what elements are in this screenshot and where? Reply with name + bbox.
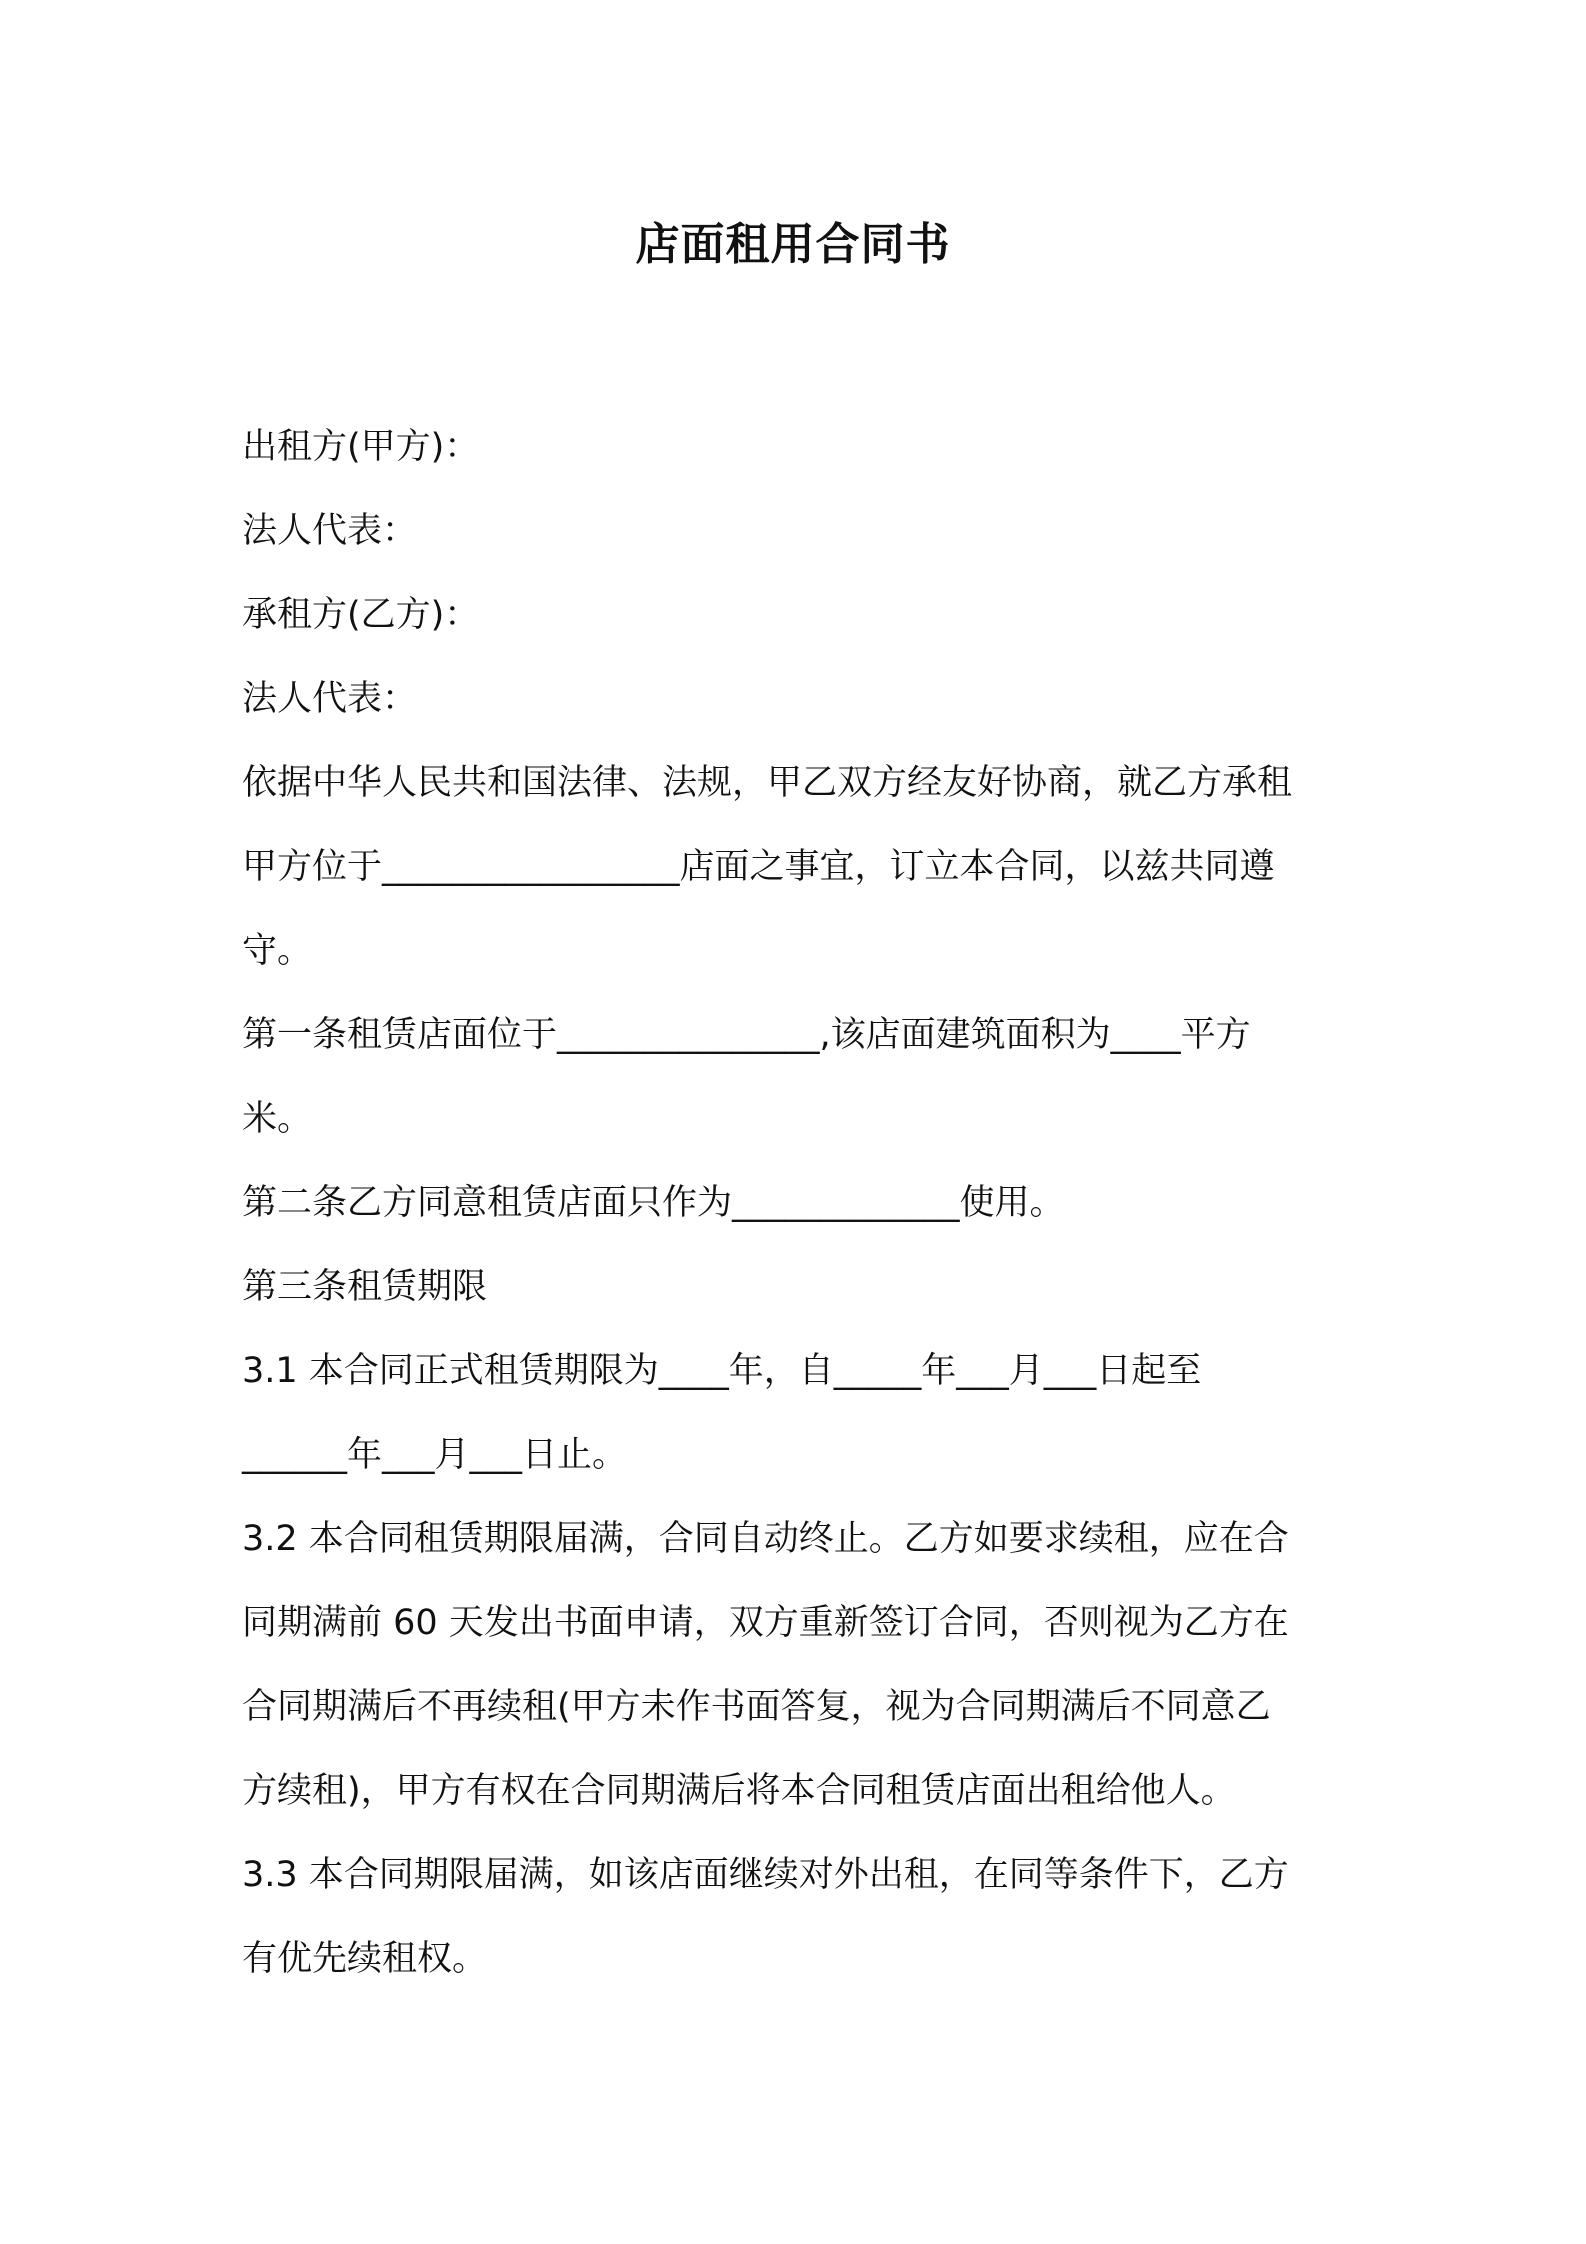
clause-3-1-line-2: ______年___月___日止。	[242, 1435, 628, 1475]
lessee-line: 承租方(乙方)：	[242, 595, 480, 635]
article-2-line: 第二条乙方同意租赁店面只作为_____________使用。	[242, 1183, 1065, 1223]
article-1-line-2: 米。	[242, 1099, 313, 1139]
clause-3-2-line-3: 合同期满后不再续租(甲方未作书面答复，视为合同期满后不同意乙	[242, 1687, 1271, 1727]
clause-3-2-line-1: 3.2 本合同租赁期限届满，合同自动终止。乙方如要求续租，应在合	[242, 1519, 1289, 1559]
preamble-line-3: 守。	[242, 931, 313, 971]
clause-3-1-line-1: 3.1 本合同正式租赁期限为____年，自_____年___月___日起至	[242, 1351, 1202, 1391]
article-3-heading: 第三条租赁期限	[242, 1267, 488, 1307]
clause-3-3-line-1: 3.3 本合同期限届满，如该店面继续对外出租，在同等条件下，乙方	[242, 1855, 1289, 1895]
preamble-line-2: 甲方位于_________________店面之事宜，订立本合同，以兹共同遵	[242, 847, 1275, 887]
lessor-line: 出租方(甲方)：	[242, 427, 480, 467]
lessor-representative-line: 法人代表：	[242, 511, 418, 551]
document-title: 店面租用合同书	[635, 219, 951, 270]
clause-3-3-line-2: 有优先续租权。	[242, 1939, 488, 1979]
clause-3-2-line-2: 同期满前 60 天发出书面申请，双方重新签订合同，否则视为乙方在	[242, 1603, 1289, 1643]
clause-3-2-line-4: 方续租)，甲方有权在合同期满后将本合同租赁店面出租给他人。	[242, 1771, 1236, 1811]
article-1-line-1: 第一条租赁店面位于_______________,该店面建筑面积为____平方	[242, 1015, 1251, 1055]
preamble-line-1: 依据中华人民共和国法律、法规，甲乙双方经友好协商，就乙方承租	[242, 763, 1293, 803]
document-body	[242, 405, 1352, 2001]
lessee-representative-line: 法人代表：	[242, 679, 418, 719]
